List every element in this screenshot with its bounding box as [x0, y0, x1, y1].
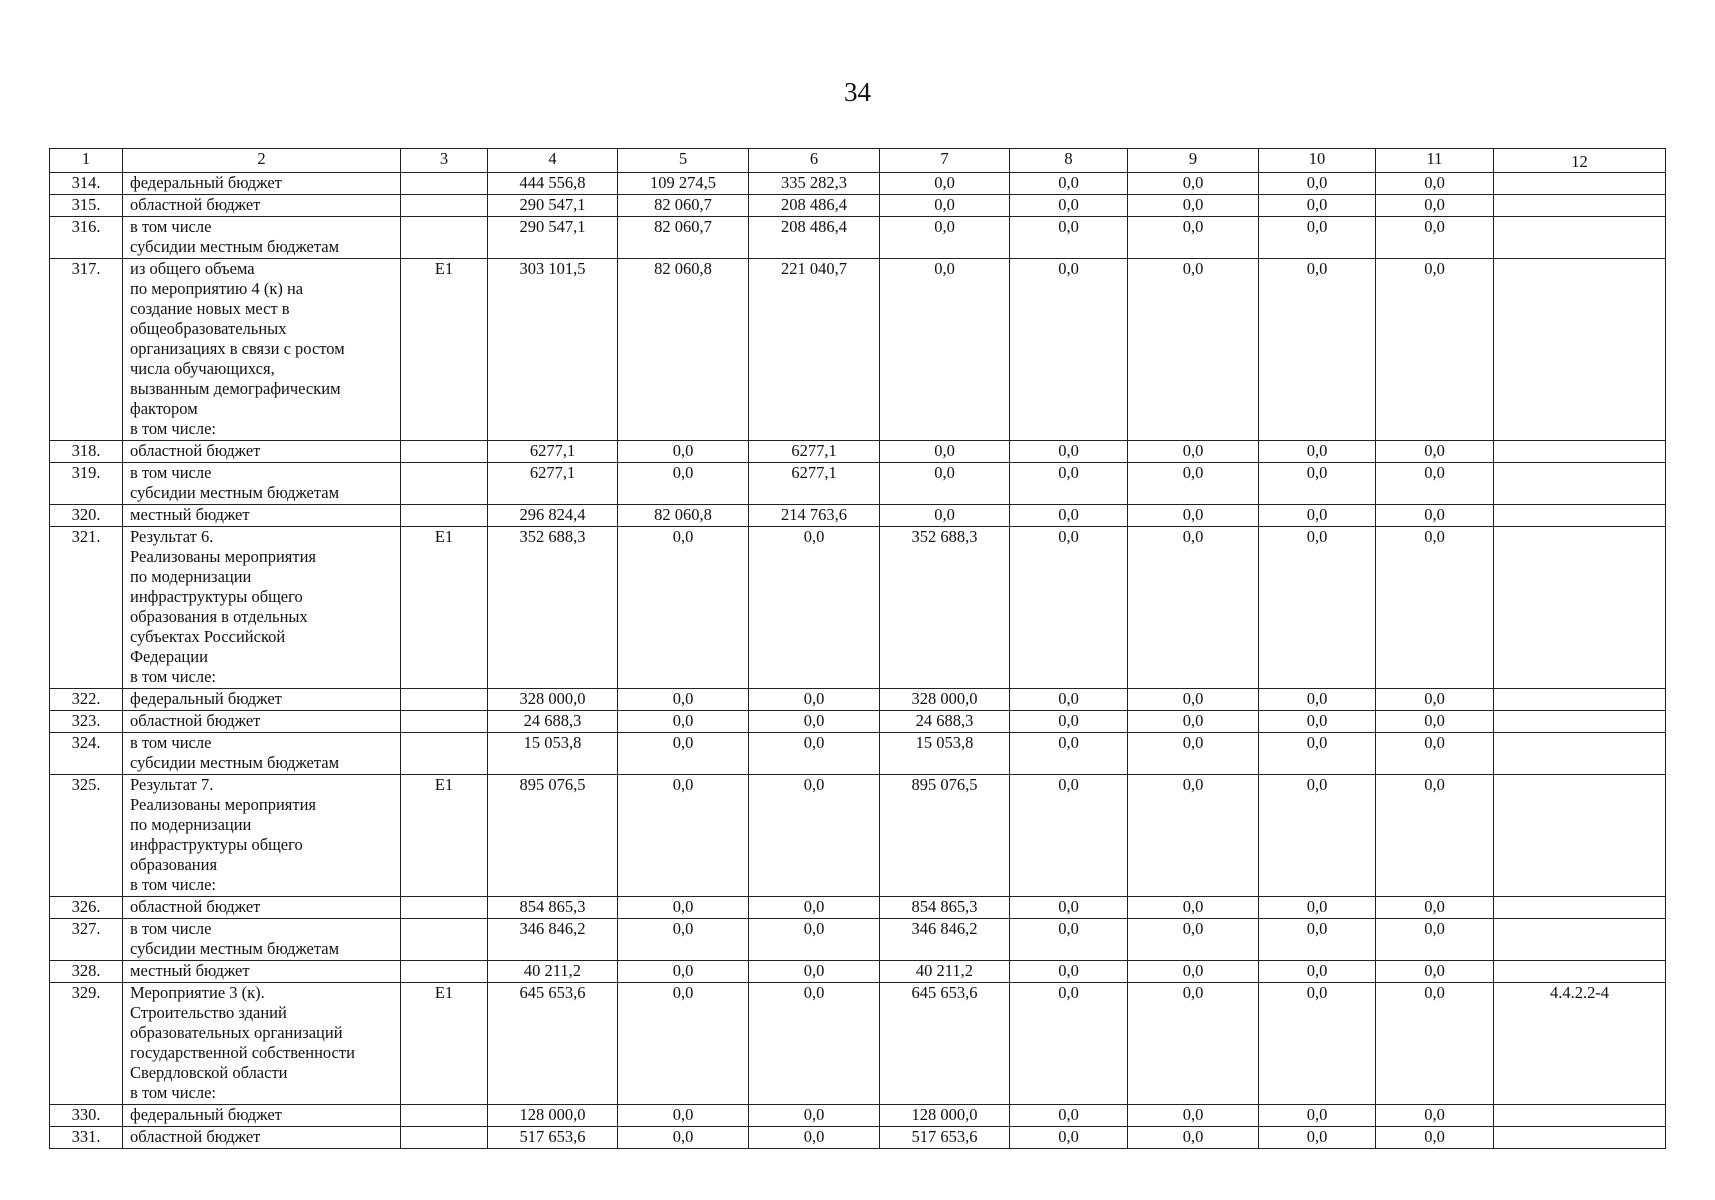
row-value-cell: 0,0 — [749, 983, 880, 1105]
row-value-cell: 0,0 — [618, 689, 749, 711]
row-value-cell: 0,0 — [1010, 775, 1128, 897]
row-value-cell: 0,0 — [1259, 711, 1376, 733]
row-value-cell: 0,0 — [1010, 711, 1128, 733]
row-value-cell: 0,0 — [880, 505, 1010, 527]
table-row — [50, 527, 1666, 689]
row-value-cell: 0,0 — [1010, 527, 1128, 689]
row-number-cell: 316. — [50, 217, 123, 259]
row-value-cell: 0,0 — [1259, 259, 1376, 441]
row-value-cell: 335 282,3 — [749, 173, 880, 195]
row-value-cell: 0,0 — [618, 961, 749, 983]
column-header: 1 — [50, 149, 123, 173]
column-header: 2 — [123, 149, 401, 173]
row-code-cell: E1 — [401, 983, 488, 1105]
row-number-cell: 315. — [50, 195, 123, 217]
row-description-cell: в том числе субсидии местным бюджетам — [123, 733, 401, 775]
row-number-cell: 328. — [50, 961, 123, 983]
row-note-cell — [1494, 689, 1666, 711]
row-description-cell: областной бюджет — [123, 897, 401, 919]
row-description-cell: федеральный бюджет — [123, 689, 401, 711]
row-note-cell — [1494, 505, 1666, 527]
row-note-cell — [1494, 919, 1666, 961]
row-value-cell: 0,0 — [618, 463, 749, 505]
row-number-cell: 320. — [50, 505, 123, 527]
row-value-cell: 0,0 — [1128, 1105, 1259, 1127]
row-value-cell: 0,0 — [1010, 217, 1128, 259]
row-number-cell: 326. — [50, 897, 123, 919]
row-number-cell: 321. — [50, 527, 123, 689]
row-value-cell: 517 653,6 — [880, 1127, 1010, 1149]
row-value-cell: 0,0 — [618, 1127, 749, 1149]
row-value-cell: 303 101,5 — [488, 259, 618, 441]
row-value-cell: 0,0 — [1259, 689, 1376, 711]
row-value-cell: 0,0 — [1128, 711, 1259, 733]
table-row — [50, 259, 1666, 441]
table-row — [50, 711, 1666, 733]
row-value-cell: 0,0 — [1259, 527, 1376, 689]
column-header: 6 — [749, 149, 880, 173]
row-number-cell: 317. — [50, 259, 123, 441]
row-note-cell — [1494, 1127, 1666, 1149]
row-value-cell: 0,0 — [1128, 919, 1259, 961]
table-row — [50, 195, 1666, 217]
table-row — [50, 173, 1666, 195]
row-description-cell: в том числе субсидии местным бюджетам — [123, 463, 401, 505]
row-description-cell: областной бюджет — [123, 1127, 401, 1149]
row-note-cell — [1494, 217, 1666, 259]
row-note-cell — [1494, 259, 1666, 441]
row-value-cell: 40 211,2 — [880, 961, 1010, 983]
row-value-cell: 0,0 — [880, 217, 1010, 259]
row-value-cell: 328 000,0 — [488, 689, 618, 711]
row-description-cell: местный бюджет — [123, 505, 401, 527]
row-number-cell: 323. — [50, 711, 123, 733]
row-number-cell: 329. — [50, 983, 123, 1105]
row-description-cell: федеральный бюджет — [123, 1105, 401, 1127]
row-value-cell: 0,0 — [880, 173, 1010, 195]
row-value-cell: 0,0 — [880, 463, 1010, 505]
column-header: 9 — [1128, 149, 1259, 173]
row-value-cell: 109 274,5 — [618, 173, 749, 195]
row-value-cell: 0,0 — [1010, 733, 1128, 775]
page-number: 34 — [844, 77, 871, 107]
table-row — [50, 217, 1666, 259]
row-value-cell: 0,0 — [749, 775, 880, 897]
table-row — [50, 463, 1666, 505]
row-description-cell: местный бюджет — [123, 961, 401, 983]
row-value-cell: 0,0 — [1259, 195, 1376, 217]
row-value-cell: 0,0 — [1128, 441, 1259, 463]
table-row — [50, 961, 1666, 983]
row-value-cell: 854 865,3 — [880, 897, 1010, 919]
row-value-cell: 346 846,2 — [488, 919, 618, 961]
row-value-cell: 82 060,8 — [618, 505, 749, 527]
row-value-cell: 352 688,3 — [880, 527, 1010, 689]
row-value-cell: 0,0 — [618, 919, 749, 961]
row-value-cell: 0,0 — [1376, 983, 1494, 1105]
row-value-cell: 24 688,3 — [488, 711, 618, 733]
row-code-cell: E1 — [401, 259, 488, 441]
row-note-cell — [1494, 775, 1666, 897]
row-code-cell — [401, 689, 488, 711]
row-value-cell: 128 000,0 — [488, 1105, 618, 1127]
row-note-cell — [1494, 1105, 1666, 1127]
row-value-cell: 24 688,3 — [880, 711, 1010, 733]
row-value-cell: 0,0 — [618, 983, 749, 1105]
table-row — [50, 689, 1666, 711]
row-note-cell: 4.4.2.2-4 — [1494, 983, 1666, 1105]
row-value-cell: 0,0 — [880, 259, 1010, 441]
row-value-cell: 352 688,3 — [488, 527, 618, 689]
row-value-cell: 0,0 — [1128, 983, 1259, 1105]
row-value-cell: 895 076,5 — [880, 775, 1010, 897]
row-value-cell: 15 053,8 — [488, 733, 618, 775]
row-description-cell: федеральный бюджет — [123, 173, 401, 195]
row-value-cell: 290 547,1 — [488, 217, 618, 259]
row-value-cell: 0,0 — [1128, 897, 1259, 919]
row-number-cell: 324. — [50, 733, 123, 775]
row-value-cell: 208 486,4 — [749, 217, 880, 259]
row-value-cell: 0,0 — [1376, 689, 1494, 711]
row-value-cell: 0,0 — [1376, 217, 1494, 259]
row-value-cell: 290 547,1 — [488, 195, 618, 217]
row-value-cell: 0,0 — [749, 733, 880, 775]
row-value-cell: 6277,1 — [488, 441, 618, 463]
row-value-cell: 0,0 — [1128, 775, 1259, 897]
row-code-cell — [401, 505, 488, 527]
row-note-cell — [1494, 441, 1666, 463]
row-code-cell — [401, 961, 488, 983]
row-note-cell — [1494, 173, 1666, 195]
row-value-cell: 0,0 — [1376, 961, 1494, 983]
row-value-cell: 0,0 — [1010, 173, 1128, 195]
row-value-cell: 0,0 — [1376, 173, 1494, 195]
row-value-cell: 0,0 — [1376, 1105, 1494, 1127]
row-value-cell: 15 053,8 — [880, 733, 1010, 775]
table-row — [50, 1127, 1666, 1149]
row-value-cell: 0,0 — [1128, 463, 1259, 505]
row-number-cell: 330. — [50, 1105, 123, 1127]
row-value-cell: 0,0 — [1128, 217, 1259, 259]
row-value-cell: 0,0 — [1128, 689, 1259, 711]
row-value-cell: 0,0 — [749, 897, 880, 919]
row-value-cell: 0,0 — [618, 441, 749, 463]
row-value-cell: 0,0 — [1010, 195, 1128, 217]
row-value-cell: 0,0 — [1259, 1127, 1376, 1149]
row-value-cell: 0,0 — [1376, 897, 1494, 919]
row-value-cell: 0,0 — [1010, 505, 1128, 527]
row-code-cell — [401, 173, 488, 195]
row-value-cell: 0,0 — [1128, 505, 1259, 527]
row-number-cell: 322. — [50, 689, 123, 711]
row-value-cell: 6277,1 — [749, 463, 880, 505]
row-value-cell: 0,0 — [1128, 195, 1259, 217]
table-row — [50, 505, 1666, 527]
row-value-cell: 0,0 — [1259, 919, 1376, 961]
row-value-cell: 0,0 — [880, 441, 1010, 463]
row-value-cell: 0,0 — [1376, 441, 1494, 463]
row-value-cell: 0,0 — [1376, 775, 1494, 897]
row-note-cell — [1494, 463, 1666, 505]
row-value-cell: 517 653,6 — [488, 1127, 618, 1149]
row-description-cell: Результат 7. Реализованы мероприятия по модернизации инфраструктуры общего образования в том числе: — [123, 775, 401, 897]
row-note-cell — [1494, 961, 1666, 983]
row-value-cell: 0,0 — [749, 527, 880, 689]
row-value-cell: 0,0 — [1259, 463, 1376, 505]
row-note-cell — [1494, 527, 1666, 689]
column-header: 3 — [401, 149, 488, 173]
row-value-cell: 0,0 — [749, 711, 880, 733]
row-number-cell: 318. — [50, 441, 123, 463]
row-code-cell — [401, 195, 488, 217]
row-value-cell: 221 040,7 — [749, 259, 880, 441]
row-value-cell: 0,0 — [1376, 195, 1494, 217]
row-value-cell: 854 865,3 — [488, 897, 618, 919]
row-value-cell: 0,0 — [1376, 505, 1494, 527]
row-description-cell: из общего объема по мероприятию 4 (к) на создание новых мест в общеобразовательных организациях в связи с ростом числа обучающихся, вызванным демографическим фактором в том числе: — [123, 259, 401, 441]
row-description-cell: в том числе субсидии местным бюджетам — [123, 919, 401, 961]
row-code-cell — [401, 217, 488, 259]
column-header: 5 — [618, 149, 749, 173]
table-row — [50, 983, 1666, 1105]
row-value-cell: 214 763,6 — [749, 505, 880, 527]
row-number-cell: 319. — [50, 463, 123, 505]
row-value-cell: 0,0 — [749, 689, 880, 711]
row-value-cell: 0,0 — [1376, 259, 1494, 441]
row-code-cell: E1 — [401, 775, 488, 897]
row-value-cell: 0,0 — [749, 1127, 880, 1149]
row-value-cell: 0,0 — [618, 897, 749, 919]
row-value-cell: 0,0 — [1010, 919, 1128, 961]
row-value-cell: 296 824,4 — [488, 505, 618, 527]
row-number-cell: 314. — [50, 173, 123, 195]
row-value-cell: 0,0 — [618, 733, 749, 775]
row-note-cell — [1494, 195, 1666, 217]
row-value-cell: 0,0 — [880, 195, 1010, 217]
row-value-cell: 0,0 — [1010, 441, 1128, 463]
row-value-cell: 0,0 — [1010, 1105, 1128, 1127]
row-code-cell — [401, 1105, 488, 1127]
row-value-cell: 0,0 — [1259, 983, 1376, 1105]
row-value-cell: 0,0 — [1259, 441, 1376, 463]
row-value-cell: 40 211,2 — [488, 961, 618, 983]
row-value-cell: 0,0 — [1259, 505, 1376, 527]
row-description-cell: областной бюджет — [123, 441, 401, 463]
row-value-cell: 0,0 — [1010, 897, 1128, 919]
row-code-cell — [401, 441, 488, 463]
row-code-cell — [401, 711, 488, 733]
row-value-cell: 0,0 — [749, 961, 880, 983]
row-code-cell: E1 — [401, 527, 488, 689]
row-value-cell: 0,0 — [1259, 775, 1376, 897]
row-code-cell — [401, 897, 488, 919]
table-header-row — [50, 149, 1666, 173]
row-value-cell: 0,0 — [1010, 961, 1128, 983]
row-code-cell — [401, 1127, 488, 1149]
row-value-cell: 0,0 — [1259, 173, 1376, 195]
column-header: 4 — [488, 149, 618, 173]
row-value-cell: 0,0 — [1128, 173, 1259, 195]
row-value-cell: 0,0 — [1010, 1127, 1128, 1149]
row-value-cell: 128 000,0 — [880, 1105, 1010, 1127]
row-value-cell: 346 846,2 — [880, 919, 1010, 961]
row-value-cell: 0,0 — [1376, 919, 1494, 961]
row-value-cell: 0,0 — [618, 527, 749, 689]
row-value-cell: 0,0 — [1376, 527, 1494, 689]
row-value-cell: 0,0 — [749, 1105, 880, 1127]
row-value-cell: 0,0 — [1128, 259, 1259, 441]
row-value-cell: 0,0 — [1010, 983, 1128, 1105]
row-note-cell — [1494, 897, 1666, 919]
table-body — [50, 149, 1666, 1149]
row-value-cell: 0,0 — [1010, 259, 1128, 441]
row-value-cell: 0,0 — [1010, 463, 1128, 505]
row-value-cell: 208 486,4 — [749, 195, 880, 217]
row-value-cell: 82 060,8 — [618, 259, 749, 441]
row-value-cell: 0,0 — [618, 775, 749, 897]
row-description-cell: в том числе субсидии местным бюджетам — [123, 217, 401, 259]
row-number-cell: 331. — [50, 1127, 123, 1149]
table-row — [50, 441, 1666, 463]
table-row — [50, 733, 1666, 775]
row-value-cell: 6277,1 — [749, 441, 880, 463]
table-row — [50, 897, 1666, 919]
row-value-cell: 444 556,8 — [488, 173, 618, 195]
row-description-cell: Мероприятие 3 (к). Строительство зданий образовательных организаций государственной собственности Свердловской области в том числе: — [123, 983, 401, 1105]
table-row — [50, 1105, 1666, 1127]
row-number-cell: 327. — [50, 919, 123, 961]
row-number-cell: 325. — [50, 775, 123, 897]
row-value-cell: 0,0 — [1259, 217, 1376, 259]
table-row — [50, 919, 1666, 961]
row-value-cell: 82 060,7 — [618, 195, 749, 217]
row-value-cell: 895 076,5 — [488, 775, 618, 897]
column-header: 10 — [1259, 149, 1376, 173]
row-code-cell — [401, 463, 488, 505]
row-value-cell: 0,0 — [1128, 733, 1259, 775]
row-value-cell: 0,0 — [1128, 1127, 1259, 1149]
row-code-cell — [401, 919, 488, 961]
table-row — [50, 775, 1666, 897]
row-code-cell — [401, 733, 488, 775]
row-value-cell: 0,0 — [1259, 733, 1376, 775]
row-value-cell: 0,0 — [749, 919, 880, 961]
row-value-cell: 0,0 — [618, 1105, 749, 1127]
row-value-cell: 0,0 — [1376, 711, 1494, 733]
row-value-cell: 0,0 — [1376, 1127, 1494, 1149]
row-description-cell: областной бюджет — [123, 711, 401, 733]
row-value-cell: 0,0 — [1376, 733, 1494, 775]
row-value-cell: 0,0 — [1259, 1105, 1376, 1127]
budget-table — [49, 148, 1666, 1149]
row-value-cell: 0,0 — [1259, 897, 1376, 919]
row-value-cell: 0,0 — [618, 711, 749, 733]
row-value-cell: 0,0 — [1128, 961, 1259, 983]
row-value-cell: 0,0 — [1128, 527, 1259, 689]
column-header: 7 — [880, 149, 1010, 173]
row-value-cell: 82 060,7 — [618, 217, 749, 259]
column-header: 12 — [1494, 149, 1666, 173]
row-value-cell: 328 000,0 — [880, 689, 1010, 711]
row-description-cell: областной бюджет — [123, 195, 401, 217]
row-value-cell: 645 653,6 — [488, 983, 618, 1105]
row-value-cell: 6277,1 — [488, 463, 618, 505]
column-header: 11 — [1376, 149, 1494, 173]
row-note-cell — [1494, 733, 1666, 775]
row-value-cell: 645 653,6 — [880, 983, 1010, 1105]
row-value-cell: 0,0 — [1259, 961, 1376, 983]
row-value-cell: 0,0 — [1010, 689, 1128, 711]
row-value-cell: 0,0 — [1376, 463, 1494, 505]
column-header: 8 — [1010, 149, 1128, 173]
row-description-cell: Результат 6. Реализованы мероприятия по модернизации инфраструктуры общего образования в отдельных субъектах Российской Федерации в том числе: — [123, 527, 401, 689]
row-note-cell — [1494, 711, 1666, 733]
